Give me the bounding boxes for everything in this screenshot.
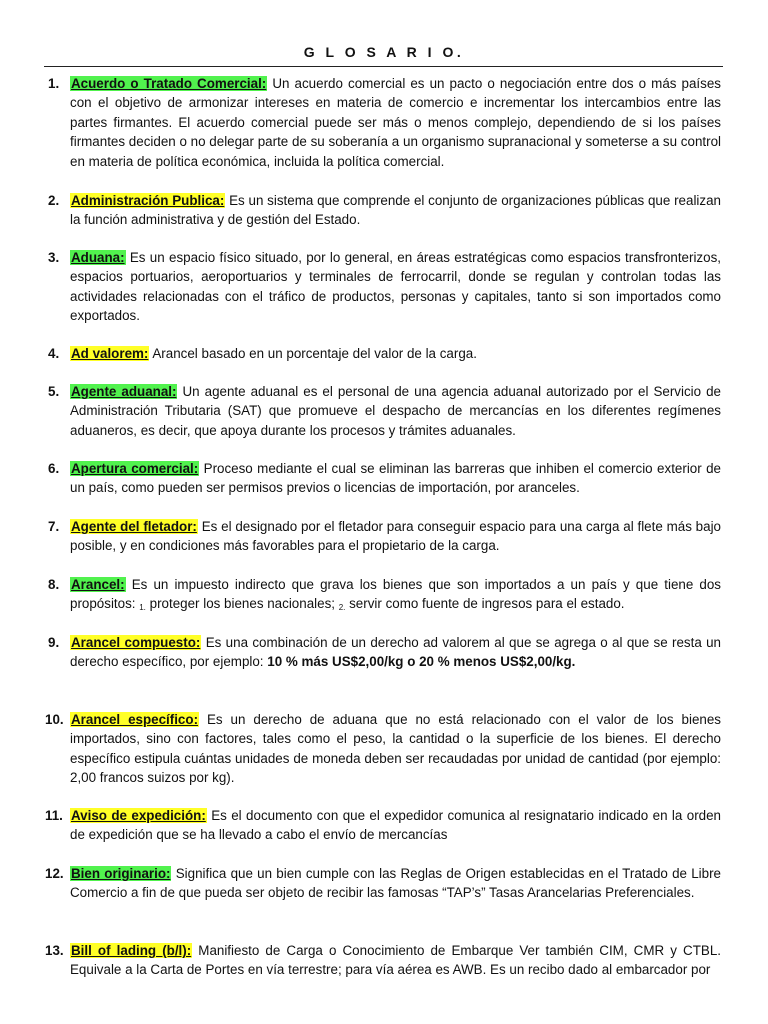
- list-marker: 1.: [139, 603, 146, 613]
- entry-number: 2.: [48, 193, 60, 208]
- entry-definition: Es una combinación de un derecho ad valorem al que se agrega o al que se resta un derecho específico, por ejemplo:: [70, 635, 721, 670]
- glossary-entry-3: [48, 248, 721, 326]
- entry-number: 4.: [48, 346, 60, 361]
- entry-number: 13.: [45, 943, 64, 958]
- entry-definition: Es un derecho de aduana que no está relacionado con el valor de los bienes importados, sino con factores, tales como el peso, la cantidad o la superficie de los bienes. El derecho específico estipula cuántas unidades de moneda deben ser recaudadas por unidad de cantidad (por ejemplo: 2,00 francos suizos por kg).: [70, 712, 721, 786]
- glossary-entry-13: [45, 941, 721, 980]
- entry-term: Arancel compuesto:: [71, 635, 201, 650]
- entry-definition: Es un impuesto indirecto que grava los bienes que son importados a un país y que tiene dos propósitos:: [70, 577, 721, 612]
- entry-definition: Arancel basado en un porcentaje del valor de la carga.: [149, 346, 477, 361]
- glossary-entry-5: [48, 382, 721, 440]
- entry-term: Aduana:: [71, 250, 125, 265]
- entry-number: 11.: [45, 808, 63, 823]
- entry-definition: Proceso mediante el cual se eliminan las barreras que inhiben el comercio exterior de un país, como pueden ser permisos previos o licencias de importación, por aranceles.: [70, 461, 722, 496]
- entry-definition: servir como fuente de ingresos para el estado.: [345, 596, 625, 612]
- entry-term: Arancel específico:: [71, 712, 199, 727]
- title-underline: [44, 66, 723, 67]
- entry-term: Ad valorem:: [71, 346, 149, 361]
- entry-term: Aviso de expedición:: [71, 808, 206, 823]
- entry-number: 12.: [45, 866, 64, 881]
- entry-definition: Es un sistema que comprende el conjunto de organizaciones públicas que realizan la función administrativa y de gestión del Estado.: [70, 193, 721, 228]
- entry-number: 5.: [48, 384, 60, 399]
- entry-number: 3.: [48, 250, 60, 265]
- glossary-entry-9: [48, 633, 721, 672]
- entry-number: 9.: [48, 635, 60, 650]
- entry-term: Bill of lading (b/l):: [71, 943, 192, 958]
- entry-definition: Es el designado por el fletador para conseguir espacio para una carga al flete más bajo posible, y en condiciones más favorables para el propietario de la carga.: [70, 519, 722, 554]
- entry-number: 1.: [48, 76, 60, 91]
- glossary-entry-2: [48, 191, 721, 230]
- entry-number: 8.: [48, 577, 60, 592]
- entry-term: Arancel:: [71, 577, 125, 592]
- entry-term: Agente aduanal:: [71, 384, 177, 399]
- entry-term: Bien originario:: [71, 866, 171, 881]
- entry-example: 10 % más US$2,00/kg o 20 % menos US$2,00/kg.: [267, 654, 576, 670]
- entry-definition: Un acuerdo comercial es un pacto o negociación entre dos o más países con el objetivo de armonizar intereses en materia de comercio e incrementar los intercambios entre las partes firmantes. El acuerdo comercial puede ser más o menos complejo, dependiendo de si los países firmantes deciden o no delegar parte de su soberanía a un organismo supranacional y someterse a su control en materia de política económica, incluida la política comercial.: [70, 76, 721, 169]
- entry-term: Apertura comercial:: [71, 461, 199, 476]
- entry-definition: Manifiesto de Carga o Conocimiento de Embarque Ver también CIM, CMR y CTBL. Equivale a la Carta de Portes en vía terrestre; para vía aérea es AWB. Es un recibo dado al embarcador por: [70, 943, 721, 978]
- entry-number: 7.: [48, 519, 60, 534]
- entry-term: Administración Publica:: [71, 193, 225, 208]
- entry-term: Agente del fletador:: [71, 519, 197, 534]
- entry-number: 6.: [48, 461, 60, 476]
- entry-term: Acuerdo o Tratado Comercial:: [71, 76, 267, 91]
- glossary-entry-10: [45, 710, 721, 788]
- entry-definition: Es un espacio físico situado, por lo general, en áreas estratégicas como espacios transfronterizos, espacios portuarios, aeroportuarios y terminales de ferrocarril, donde se regulan y controlan todas las actividades relacionadas con el tráfico de productos, personas y capitales, tanto si son importados como exportados.: [70, 250, 721, 324]
- glossary-entry-6: [48, 459, 722, 498]
- entry-definition: Significa que un bien cumple con las Reglas de Origen establecidas en el Tratado de Libre Comercio a fin de que pueda ser objeto de recibir las famosas “TAP’s” Tasas Arancelarias Preferenciales.: [70, 866, 721, 901]
- glossary-entry-8: [48, 575, 721, 618]
- entry-definition: Es el documento con que el expedidor comunica al resignatario indicado en la orden de expedición que se ha llevado a cabo el envío de mercancías: [70, 808, 721, 843]
- glossary-entry-12: [45, 864, 721, 903]
- glossary-entry-4: [48, 344, 721, 363]
- list-marker: 2.: [338, 603, 346, 613]
- entry-number: 10.: [45, 712, 64, 727]
- glossary-entry-7: [48, 517, 722, 556]
- page-title: G L O S A R I O.: [303, 44, 465, 60]
- entry-definition: proteger los bienes nacionales;: [145, 596, 339, 612]
- glossary-entry-11: [45, 806, 721, 845]
- glossary-entry-1: [48, 74, 721, 171]
- entry-definition: Un agente aduanal es el personal de una agencia aduanal autorizado por el Servicio de Administración Tributaria (SAT) que promueve el despacho de mercancías en los diferentes regímenes aduaneros, es decir, que apoya durante los procesos y trámites aduanales.: [70, 384, 721, 438]
